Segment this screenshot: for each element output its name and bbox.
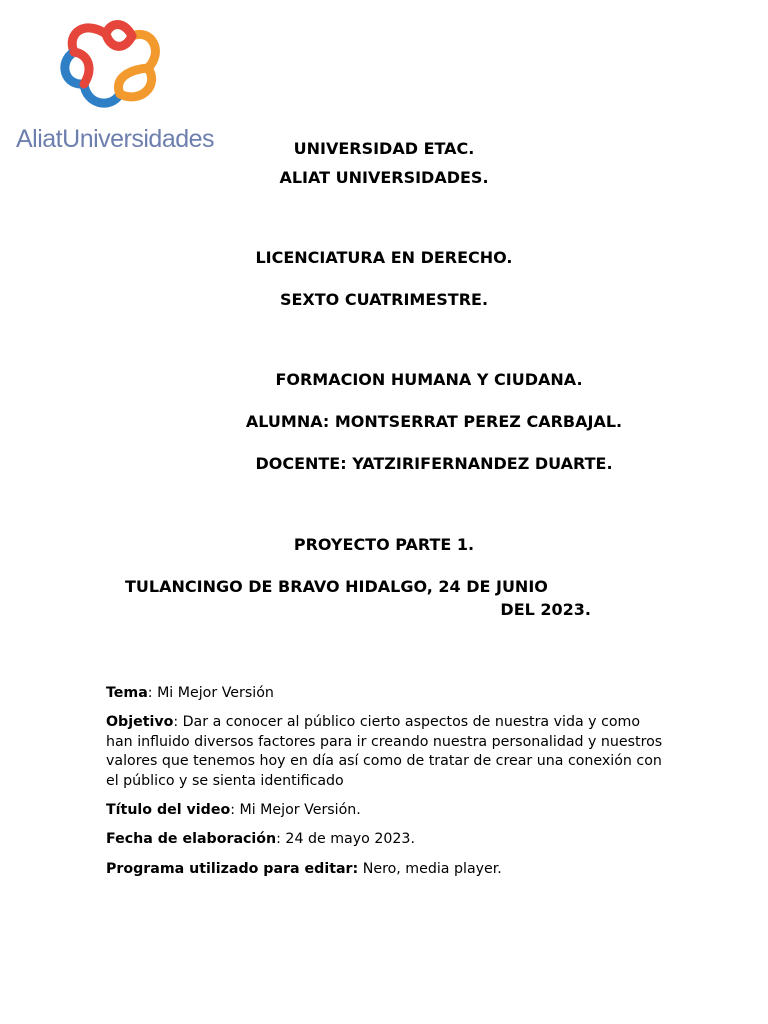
- degree-title: LICENCIATURA EN DERECHO.: [255, 248, 513, 267]
- tema-label: Tema: [106, 685, 148, 701]
- titulo-label: Título del video: [106, 802, 231, 818]
- term-title: SEXTO CUATRIMESTRE.: [279, 290, 489, 309]
- fecha-label: Fecha de elaboración: [106, 831, 277, 847]
- programa-paragraph: [106, 860, 666, 880]
- objetivo-paragraph: [106, 713, 666, 791]
- objetivo-label: Objetivo: [106, 714, 174, 730]
- aliat-logo: [14, 14, 229, 154]
- place-date: [100, 575, 591, 621]
- project-title: PROYECTO PARTE 1.: [293, 535, 475, 554]
- programa-label: Programa utilizado para editar:: [106, 861, 359, 877]
- fecha-value: : 24 de mayo 2023.: [276, 831, 415, 847]
- teacher-name: DOCENTE: YATZIRIFERNANDEZ DUARTE.: [255, 454, 613, 473]
- titulo-paragraph: [106, 801, 666, 821]
- network-name: ALIAT UNIVERSIDADES.: [279, 168, 489, 187]
- fecha-paragraph: [106, 830, 666, 850]
- student-name: ALUMNA: MONTSERRAT PEREZ CARBAJAL.: [245, 412, 623, 431]
- programa-value: Nero, media player.: [358, 861, 502, 877]
- aliat-flower-icon: [14, 14, 229, 154]
- logo-wordmark: AliatUniversidades: [16, 125, 215, 153]
- titulo-value: : Mi Mejor Versión.: [230, 802, 361, 818]
- place-date-line1: TULANCINGO DE BRAVO HIDALGO, 24 DE JUNIO: [125, 577, 548, 596]
- course-title: FORMACION HUMANA Y CIUDANA.: [275, 370, 583, 389]
- place-date-line2: DEL 2023.: [500, 600, 591, 619]
- objetivo-value: : Dar a conocer al público cierto aspectos de nuestra vida y como han influido diversos factores para ir creando nuestra personalidad y nuestros valores que tenemos hoy en día así como de tratar de crear una conexión con el público y se sienta identificado: [106, 714, 663, 789]
- university-name: UNIVERSIDAD ETAC.: [293, 139, 475, 158]
- tema-paragraph: [106, 684, 666, 704]
- tema-value: : Mi Mejor Versión: [147, 685, 274, 701]
